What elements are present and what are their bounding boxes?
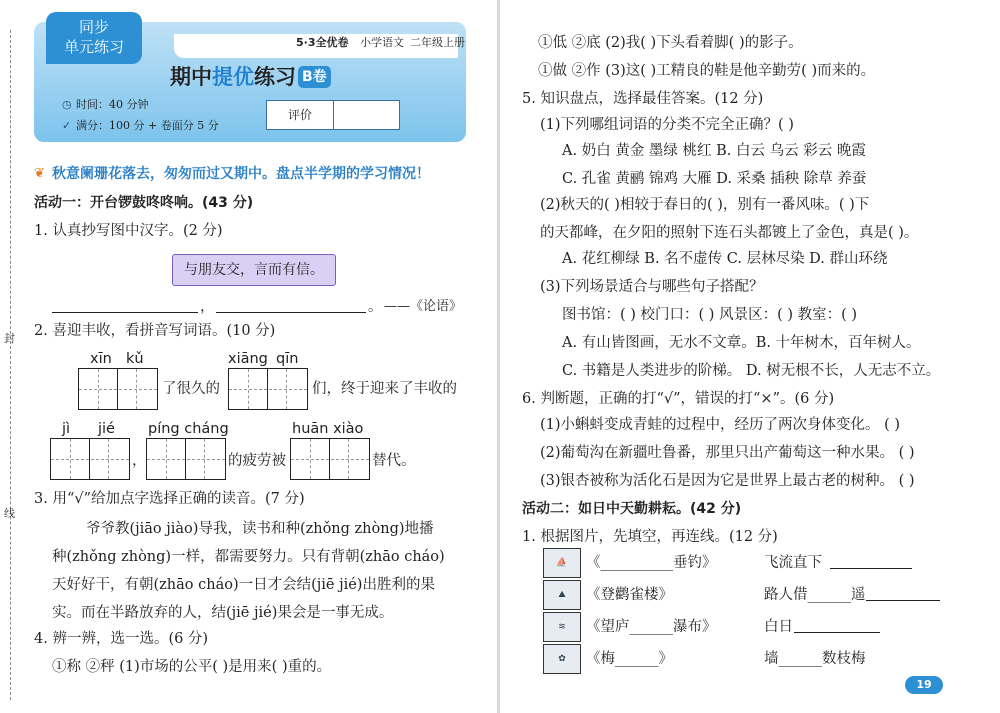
r-line-1: ①低 ②底 (2)我( )下头看着脚( )的影子。 bbox=[538, 35, 803, 51]
q6-item-2: (2)葡萄沟在新疆吐鲁番，那里只出产葡萄这一种水果。 ( ) bbox=[540, 445, 915, 461]
q2-comma: ， bbox=[132, 453, 147, 469]
match-left-3: 《望庐______瀑布》 bbox=[586, 619, 717, 635]
q5-item-3b: A. 有山皆图画，无水不文章。B. 十年树木，百年树人。 bbox=[562, 335, 921, 351]
match-right-1: 飞流直下 bbox=[764, 555, 822, 571]
pinyin-8: huān xiào bbox=[292, 421, 364, 437]
copy-line-1[interactable] bbox=[52, 312, 198, 313]
copy-period: 。 bbox=[368, 299, 383, 315]
q5-item-2c: A. 花红柳绿 B. 名不虚传 C. 层林尽染 D. 群山环绕 bbox=[562, 251, 888, 267]
pinyin-3: xiāng bbox=[228, 351, 268, 367]
q3-line-1: 爷爷教(jiāo jiào)导我，读书和种(zhǒng zhòng)地播 bbox=[86, 521, 434, 537]
q5-item-2b: 的天都峰，在夕阳的照射下连石头都镀上了金色，真是( )。 bbox=[540, 225, 919, 241]
q5-title: 5. 知识盘点，选择最佳答案。(12 分) bbox=[522, 91, 764, 107]
activity2-heading: 活动二：如日中天勤耕耘。(42 分) bbox=[522, 501, 742, 517]
q2-title: 2. 喜迎丰收，看拼音写词语。(10 分) bbox=[34, 323, 276, 339]
exam-title-part3: 练习 bbox=[254, 65, 296, 89]
pinyin-6: jié bbox=[98, 421, 115, 437]
write-box-5[interactable] bbox=[290, 438, 370, 480]
copy-line-2[interactable] bbox=[216, 312, 366, 313]
match-right-3: 白日 bbox=[764, 619, 793, 635]
match-right-3-blank[interactable] bbox=[794, 632, 880, 633]
evaluation-label: 评价 bbox=[267, 101, 334, 129]
q4-title: 4. 辨一辨，选一选。(6 分) bbox=[34, 631, 209, 647]
q6-title: 6. 判断题，正确的打“√”，错误的打“×”。(6 分) bbox=[522, 391, 835, 407]
match-title: 1. 根据图片，先填空，再连线。(12 分) bbox=[522, 529, 778, 545]
tower-picture: ⛰ bbox=[543, 580, 581, 610]
q3-line-3: 天好好干，有朝(zhāo cháo)一日才会结(jiē jié)出胜利的果 bbox=[52, 577, 435, 593]
q5-item-3a: 图书馆：( ) 校门口：( ) 风景区：( ) 教室：( ) bbox=[562, 307, 858, 323]
q5-item-2a: (2)秋天的( )相较于春日的( )，别有一番风味。( )下 bbox=[540, 197, 870, 213]
q1-title: 1. 认真抄写图中汉字。(2 分) bbox=[34, 223, 223, 239]
left-page bbox=[0, 0, 497, 713]
q2-text-4: 替代。 bbox=[372, 453, 416, 469]
q5-item-1: (1)下列哪组词语的分类不完全正确？( ) bbox=[540, 117, 794, 133]
q6-item-1: (1)小蝌蚪变成青蛙的过程中，经历了两次身体变化。 ( ) bbox=[540, 417, 901, 433]
pinyin-5: jì bbox=[62, 421, 71, 437]
sync-tag-line1: 同步 bbox=[78, 18, 109, 36]
binding-text-line: 线 bbox=[4, 507, 15, 520]
exam-time: 时间：40 分钟 bbox=[76, 98, 149, 111]
sync-tag bbox=[46, 12, 142, 64]
write-box-4[interactable] bbox=[146, 438, 226, 480]
clock-icon: ◷ bbox=[62, 98, 72, 111]
evaluation-field[interactable] bbox=[334, 101, 399, 129]
leaf-icon: ❦ bbox=[34, 166, 45, 181]
q2-text-1: 了很久的 bbox=[162, 381, 220, 397]
pinyin-2: kǔ bbox=[126, 351, 144, 367]
write-box-3[interactable] bbox=[50, 438, 130, 480]
match-left-4: 《梅______》 bbox=[586, 651, 673, 667]
exam-title-part1: 期中 bbox=[170, 65, 212, 89]
waterfall-picture: ≋ bbox=[543, 612, 581, 642]
grade-name: 二年级上册 bbox=[410, 36, 465, 49]
copy-comma: ， bbox=[200, 299, 215, 315]
r-line-2: ①做 ②作 (3)这( )工精良的鞋是他辛勤劳( )而来的。 bbox=[538, 63, 876, 79]
exam-score: 满分：100 分 + 卷面分 5 分 bbox=[76, 119, 219, 132]
q4-line-1: ①称 ②秤 (1)市场的公平( )是用来( )重的。 bbox=[52, 659, 332, 675]
series-name: 5·3全优卷 bbox=[296, 36, 349, 49]
sync-tag-line2: 单元练习 bbox=[63, 38, 124, 56]
right-page bbox=[500, 0, 1000, 713]
q2-text-2: 们，终于迎来了丰收的 bbox=[312, 381, 457, 397]
match-right-4: 墙______数枝梅 bbox=[764, 651, 866, 667]
copy-source: ——《论语》 bbox=[384, 299, 463, 314]
match-left-2: 《登鹳雀楼》 bbox=[586, 587, 673, 603]
write-box-2[interactable] bbox=[228, 368, 308, 410]
check-icon: ✓ bbox=[62, 119, 72, 132]
page-number: 19 bbox=[905, 676, 943, 694]
activity1-heading: 活动一：开台锣鼓咚咚响。(43 分) bbox=[34, 195, 254, 211]
exam-title-part2: 提优 bbox=[212, 65, 254, 89]
write-box-1[interactable] bbox=[78, 368, 158, 410]
plum-picture: ✿ bbox=[543, 644, 581, 674]
q3-title: 3. 用“√”给加点字选择正确的读音。(7 分) bbox=[34, 491, 305, 507]
match-right-2-blank[interactable] bbox=[866, 600, 940, 601]
intro-text: 秋意阑珊花落去，匆匆而过又期中。盘点半学期的学习情况！ bbox=[52, 166, 430, 182]
q5-item-1a: A. 奶白 黄金 墨绿 桃红 B. 白云 乌云 彩云 晚霞 bbox=[562, 143, 866, 159]
q2-text-3: 的疲劳被 bbox=[228, 453, 286, 469]
match-right-2: 路人借______遥 bbox=[764, 587, 866, 603]
pinyin-4: qīn bbox=[276, 351, 299, 367]
fishing-picture: ⛵ bbox=[543, 548, 581, 578]
q5-item-3c: C. 书籍是人类进步的阶梯。 D. 树无根不长，人无志不立。 bbox=[562, 363, 941, 379]
binding-line bbox=[10, 30, 21, 700]
motto-scroll: 与朋友交，言而有信。 bbox=[172, 254, 336, 286]
q5-item-1c: C. 孔雀 黄鹂 锦鸡 大雁 D. 采桑 插秧 除草 养蚕 bbox=[562, 171, 867, 187]
pinyin-7: píng cháng bbox=[148, 421, 229, 437]
evaluation-box bbox=[266, 100, 400, 130]
q3-line-4: 实。而在半路放弃的人，结(jiē jié)果会是一事无成。 bbox=[52, 605, 394, 621]
q5-item-3: (3)下列场景适合与哪些句子搭配？ bbox=[540, 279, 764, 295]
q3-line-2: 种(zhǒng zhòng)一样，都需要努力。只有背朝(zhāo cháo) bbox=[52, 549, 445, 565]
q6-item-3: (3)银杏被称为活化石是因为它是世界上最古老的树种。 ( ) bbox=[540, 473, 915, 489]
subject-name: 小学语文 bbox=[360, 36, 404, 49]
binding-text-seal: 封 bbox=[4, 332, 15, 345]
match-left-1: 《__________垂钓》 bbox=[586, 555, 717, 571]
match-right-1-blank[interactable] bbox=[830, 568, 912, 569]
exam-badge: B卷 bbox=[298, 66, 331, 88]
pinyin-1: xīn bbox=[90, 351, 112, 367]
